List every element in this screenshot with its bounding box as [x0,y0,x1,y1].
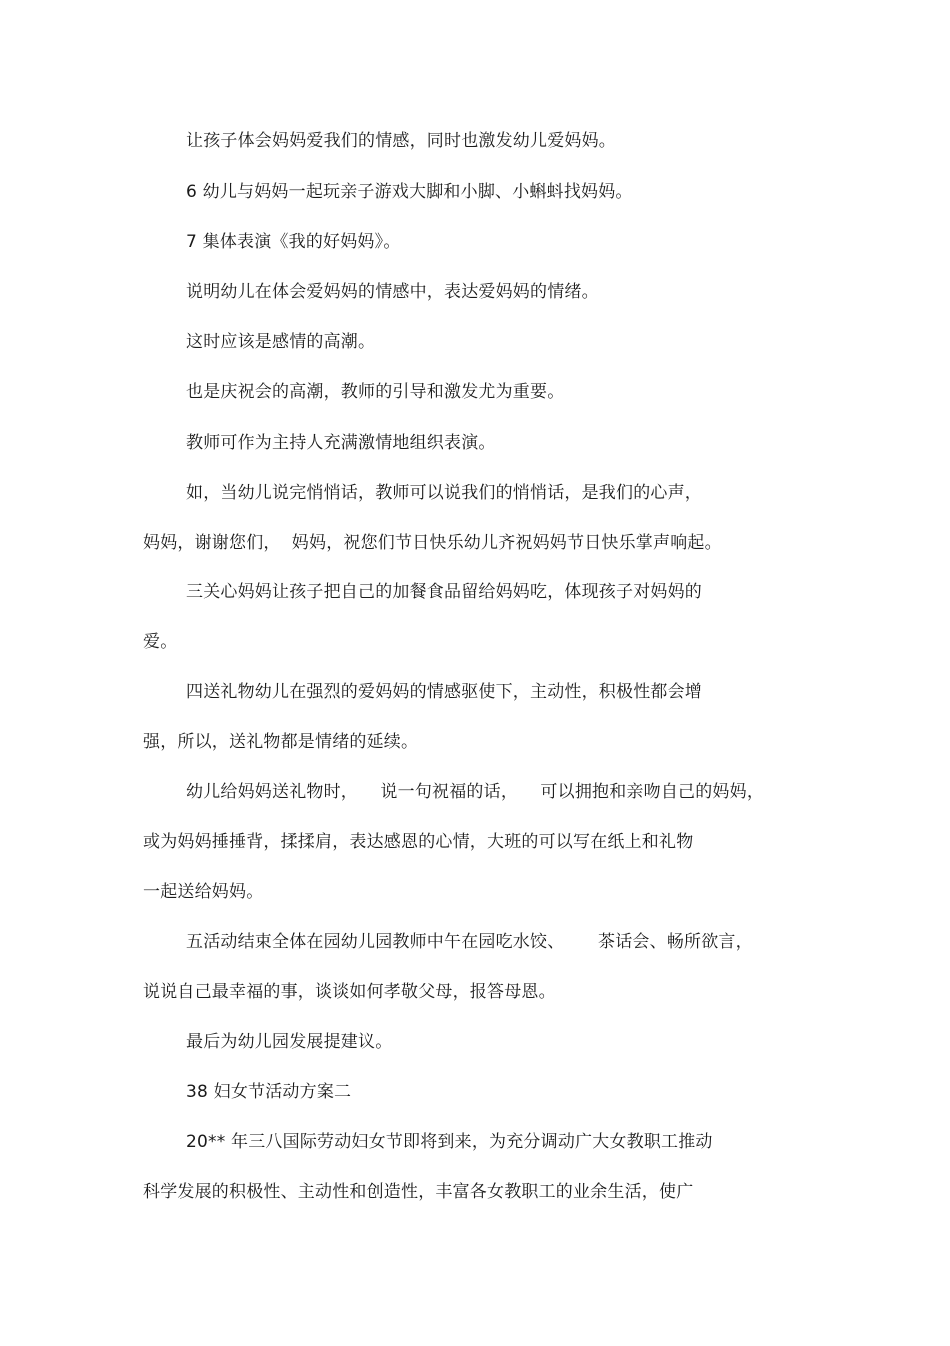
text-line: 也是庆祝会的高潮，教师的引导和激发尤为重要。 [186,382,565,402]
text-line: 如，当幼儿说完悄悄话，教师可以说我们的悄悄话，是我们的心声， [186,483,702,503]
text-line: 说说自己最幸福的事，谈谈如何孝敬父母，报答母恩。 [143,982,556,1002]
text-line: 一起送给妈妈。 [143,882,264,902]
text-line: 三关心妈妈让孩子把自己的加餐食品留给妈妈吃，体现孩子对妈妈的 [186,582,702,602]
text-line: 或为妈妈捶捶背，揉揉肩，表达感恩的心情，大班的可以写在纸上和礼物 [143,832,694,852]
text-line: 强，所以，送礼物都是情绪的延续。 [143,732,419,752]
text-line: 6 幼儿与妈妈一起玩亲子游戏大脚和小脚、小蝌蚪找妈妈。 [186,182,633,202]
text-line: 四送礼物幼儿在强烈的爱妈妈的情感驱使下，主动性，积极性都会增 [186,682,702,702]
text-line: 说明幼儿在体会爱妈妈的情感中，表达爱妈妈的情绪。 [186,282,599,302]
text-line: 科学发展的积极性、主动性和创造性，丰富各女教职工的业余生活，使广 [143,1182,694,1202]
text-line: 教师可作为主持人充满激情地组织表演。 [186,433,496,453]
text-line: 20** 年三八国际劳动妇女节即将到来，为充分调动广大女教职工推动 [186,1132,713,1152]
text-line: 7 集体表演《我的好妈妈》。 [186,232,401,252]
text-line: 五活动结束全体在园幼儿园教师中午在园吃水饺、 茶话会、畅所欲言， [186,932,753,952]
section-heading: 38 妇女节活动方案二 [186,1082,352,1102]
text-line: 最后为幼儿园发展提建议。 [186,1032,393,1052]
text-line: 这时应该是感情的高潮。 [186,332,376,352]
text-line: 幼儿给妈妈送礼物时， 说一句祝福的话， 可以拥抱和亲吻自己的妈妈， [186,782,765,802]
text-line: 爱。 [143,632,178,652]
text-line: 让孩子体会妈妈爱我们的情感，同时也激发幼儿爱妈妈。 [186,131,616,151]
text-line: 妈妈，谢谢您们， 妈妈，祝您们节日快乐幼儿齐祝妈妈节日快乐掌声响起。 [143,533,722,553]
